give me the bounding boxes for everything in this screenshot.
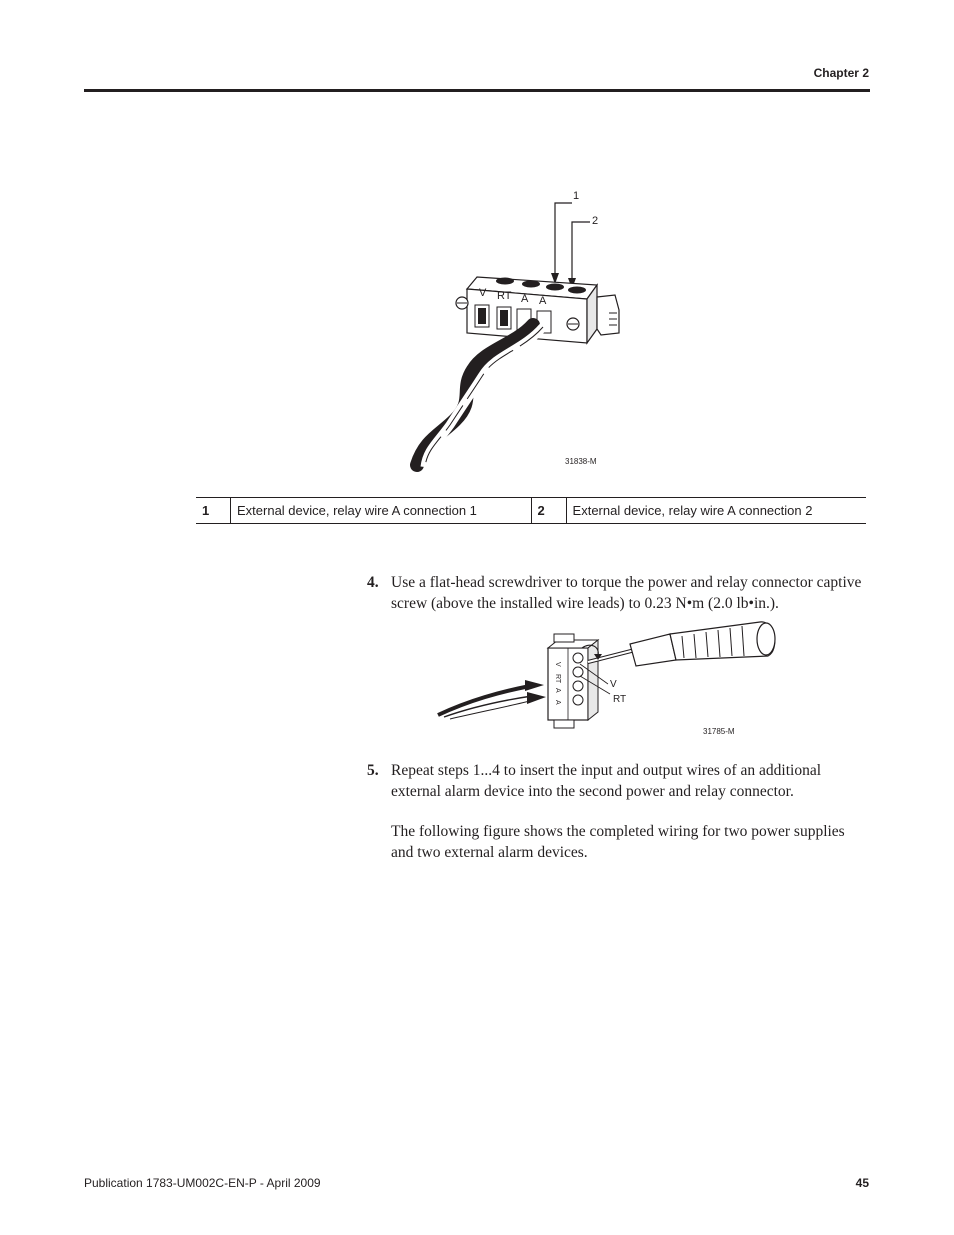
publication-footer: Publication 1783-UM002C-EN-P - April 2009 [84,1176,321,1190]
svg-text:RT: RT [554,674,561,684]
screwdriver-figure [430,620,800,740]
svg-text:A: A [554,688,561,693]
step-5 [367,760,867,802]
terminal-label-v: V [479,287,487,299]
figure-id: 31785-M [703,727,735,736]
header-rule [84,89,870,92]
step-text: Repeat steps 1...4 to insert the input and output wires of an additional external alarm device into the second power and relay connector. [391,762,822,800]
callout-1: 1 [573,190,580,202]
page-number: 45 [855,1176,869,1190]
step-4 [367,572,867,614]
legend-num-1: 1 [196,498,231,524]
step-number: 4. [367,574,379,591]
step-number: 5. [367,762,379,779]
terminal-label-a2: A [539,295,547,307]
terminal-label-rt: RT [497,290,512,302]
legend-row [196,498,866,524]
step-text: Use a flat-head screwdriver to torque the power and relay connector captive screw (above the installed wire leads) to 0.23 N•m (2.0 lb•in.). [391,574,862,612]
terminal-label-a1: A [521,293,529,305]
label-rt: RT [613,694,627,705]
chapter-label: Chapter 2 [813,66,869,80]
legend-desc-1: External device, relay wire A connection 1 [231,498,532,524]
label-v: V [610,679,617,690]
legend-num-2: 2 [531,498,566,524]
connector-wiring-figure [405,185,625,475]
following-figure-paragraph: The following figure shows the completed wiring for two power supplies and two external alarm devices. [391,823,845,861]
callout-2: 2 [592,215,599,227]
legend-table [196,497,866,524]
figure-id: 31838-M [565,457,597,466]
legend-desc-2: External device, relay wire A connection 2 [566,498,866,524]
svg-text:V: V [554,662,561,667]
svg-text:A: A [554,700,561,705]
